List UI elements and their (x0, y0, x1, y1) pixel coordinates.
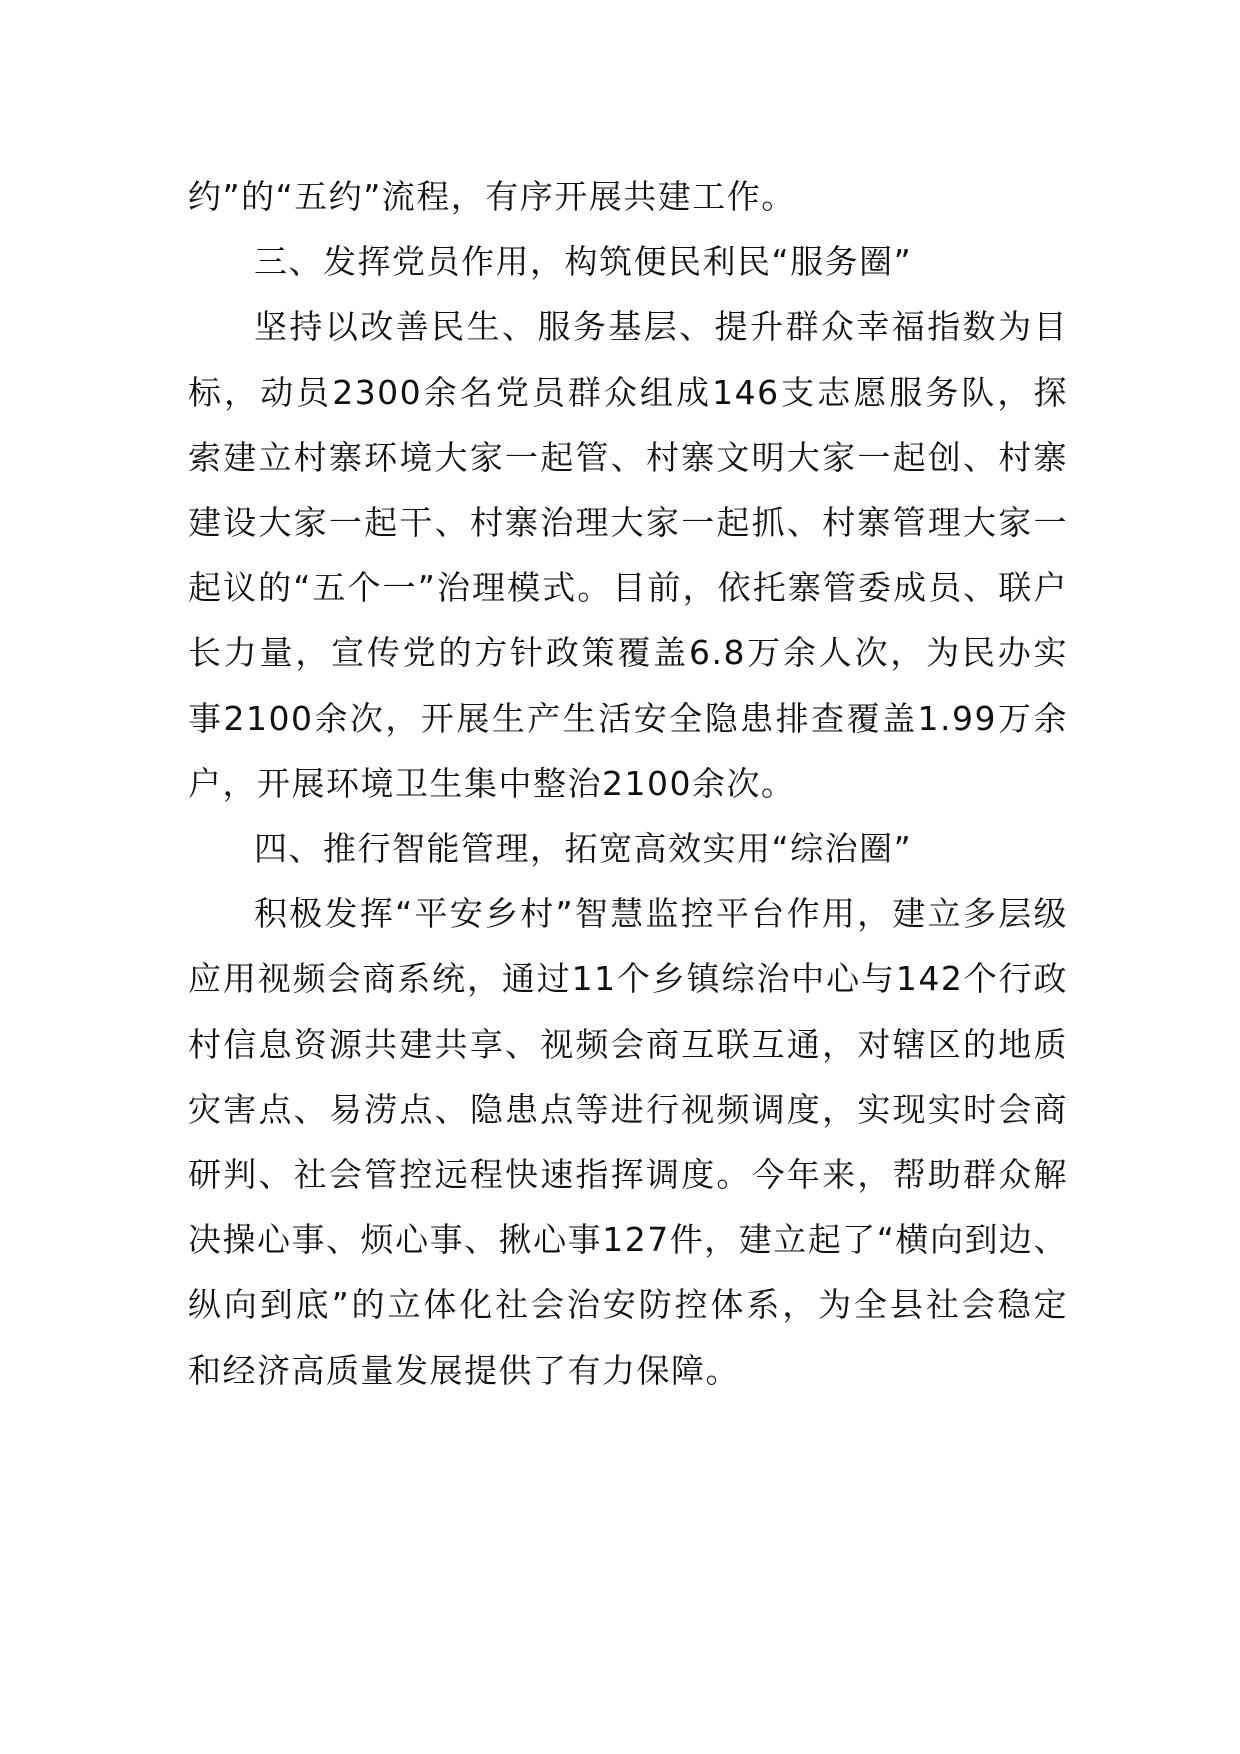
section-heading-4: 四、推行智能管理，拓宽高效实用“综治圈” (254, 829, 913, 869)
document-body (188, 164, 1068, 1403)
paragraph-continuation: 约”的“五约”流程，有序开展共建工作。 (188, 177, 796, 216)
paragraph-section-4: 积极发挥“平安乡村”智慧监控平台作用，建立多层级应用视频会商系统，通过11个乡镇综治中心与142个行政村信息资源共建共享、视频会商互联互通，对辖区的地质灾害点、易涝点、隐患点等进行视频调度，实现实时会商研判、社会管控远程快速指挥调度。今年来，帮助群众解决操心事、烦心事、揪心事127件，建立起了“横向到边、纵向到底”的立体化社会治安防控体系，为全县社会稳定和经济高质量发展提供了有力保障。 (188, 894, 1068, 1390)
section-heading-3: 三、发挥党员作用，构筑便民利民“服务圈” (254, 242, 913, 282)
paragraph-section-3: 坚持以改善民生、服务基层、提升群众幸福指数为目标，动员2300余名党员群众组成146支志愿服务队，探索建立村寨环境大家一起管、村寨文明大家一起创、村寨建设大家一起干、村寨治理大家一起抓、村寨管理大家一起议的“五个一”治理模式。目前，依托寨管委成员、联户长力量，宣传党的方针政策覆盖6.8万余人次，为民办实事2100余次，开展生产生活安全隐患排查覆盖1.99万余户，开展环境卫生集中整治2100余次。 (188, 307, 1068, 803)
